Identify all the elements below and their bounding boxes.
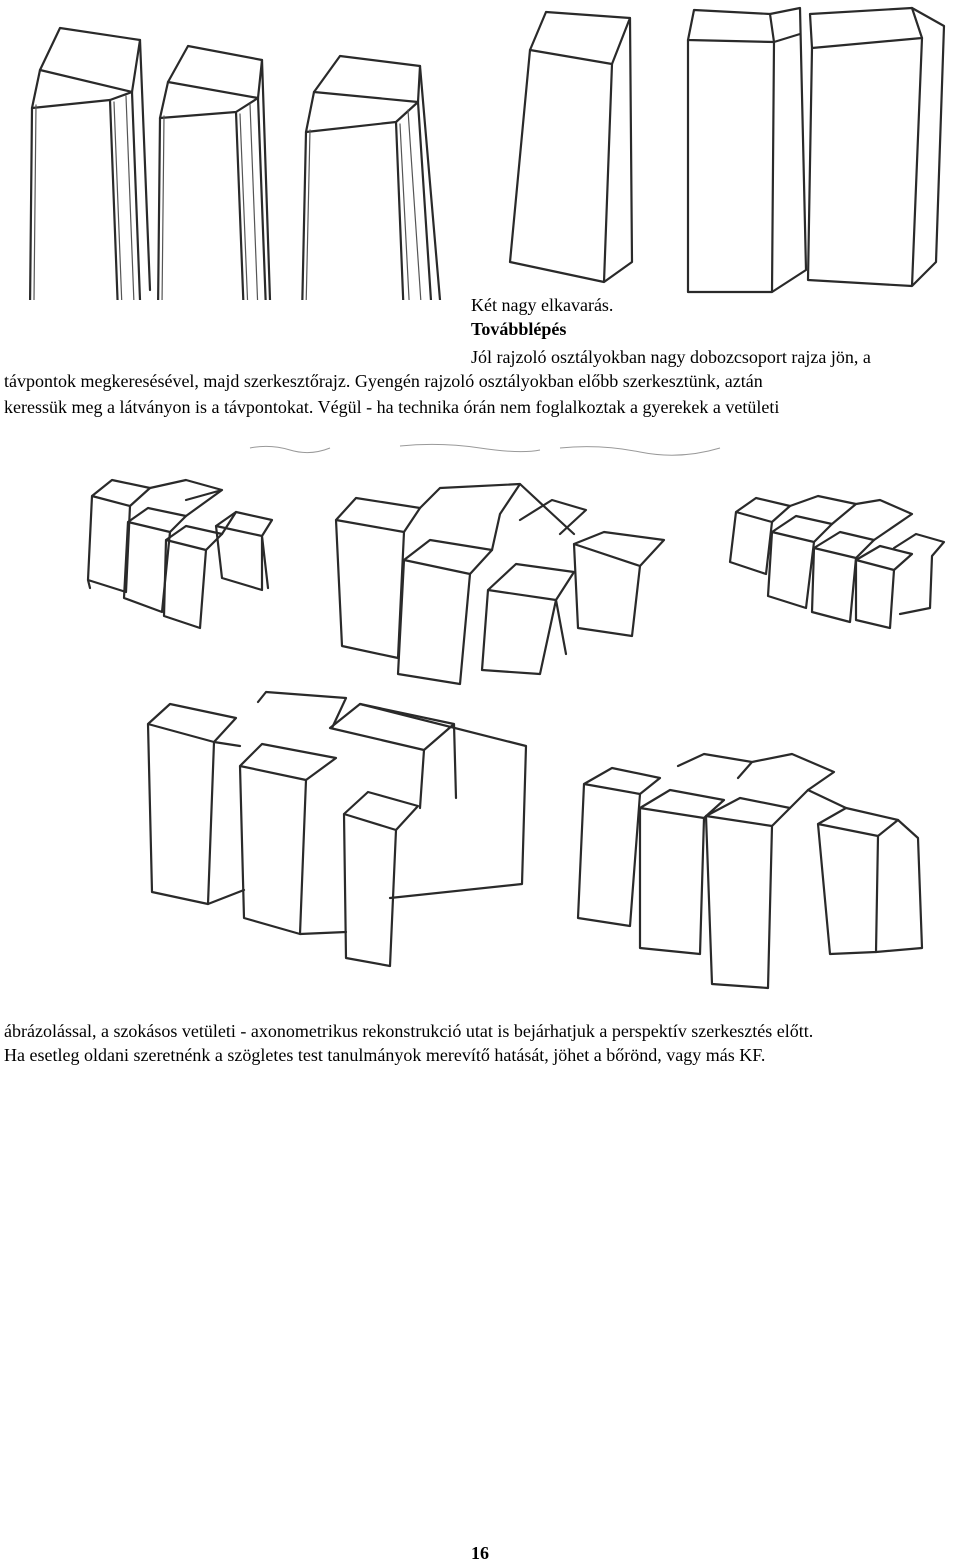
caption-text: Két nagy elkavarás. <box>471 295 614 315</box>
sketch-right-group <box>510 8 944 292</box>
section-heading: Továbblépés <box>471 319 567 339</box>
sketch-cluster-e <box>578 754 922 988</box>
paragraph-line: keressük meg a látványon is a távpontokat. Végül - ha technika órán nem foglalkoztak a gyerekek a vetületi <box>4 397 780 417</box>
sketch-cluster-d <box>148 692 526 966</box>
page-number: 16 <box>471 1543 489 1563</box>
sketch-cluster-c <box>730 496 944 628</box>
paragraph-line: távpontok megkeresésével, majd szerkesztőrajz. Gyengén rajzoló osztályokban előbb szerkesztünk, aztán <box>4 371 763 391</box>
sketch-left-group <box>30 28 440 300</box>
sketch-cluster-b <box>336 484 664 684</box>
paragraph-line: Ha esetleg oldani szeretnénk a szögletes test tanulmányok merevítő hatását, jöhet a bőrönd, vagy más KF. <box>4 1045 766 1065</box>
paragraph-line: ábrázolással, a szokásos vetületi - axonometrikus rekonstrukció utat is bejárhatjuk a perspektív szerkesztés előtt. <box>4 1021 814 1041</box>
sketch-tall-boxes <box>0 0 960 300</box>
sketch-cluster-a <box>88 480 272 628</box>
sketch-box-groups <box>0 428 960 998</box>
paragraph-line: Jól rajzoló osztályokban nagy dobozcsoport rajza jön, a <box>471 347 871 367</box>
